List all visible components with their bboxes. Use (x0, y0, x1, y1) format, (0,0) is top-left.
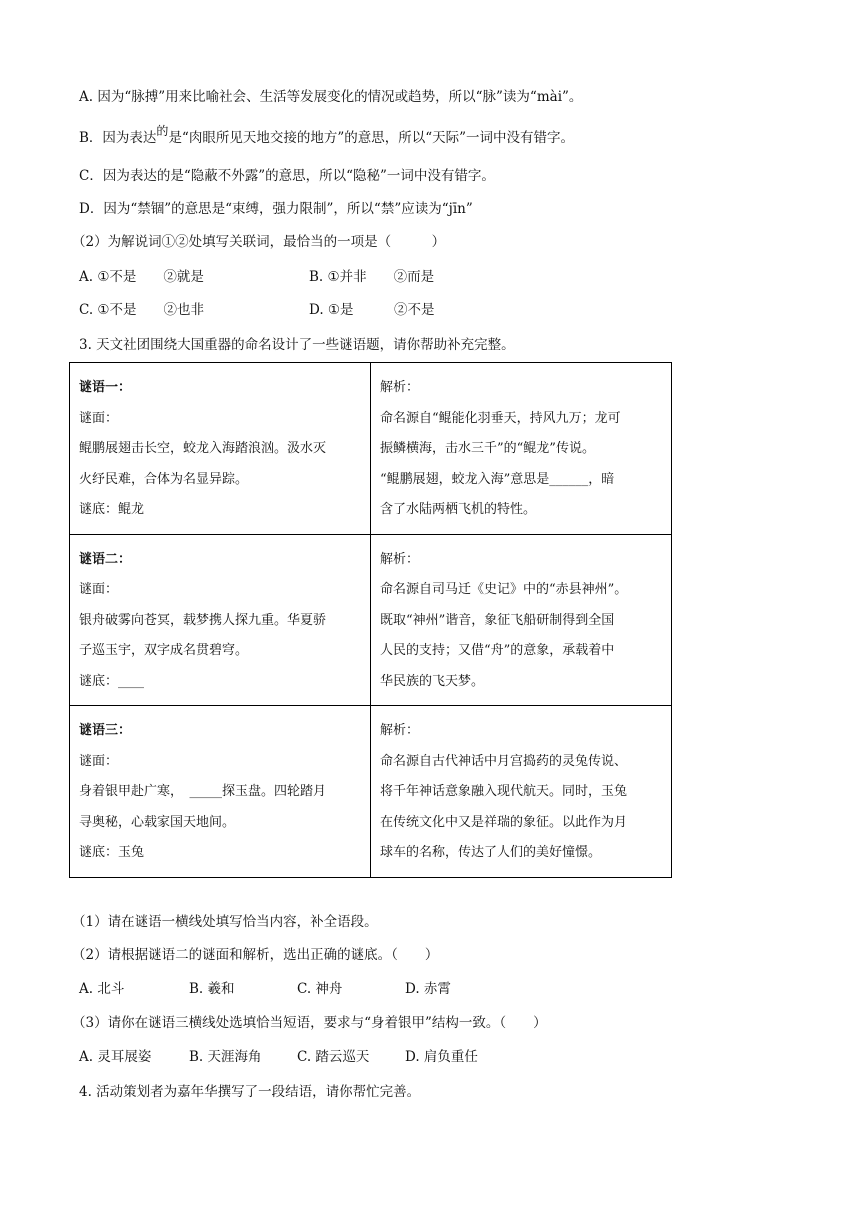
option-c-explanation: C．因为表达的是“隐蔽不外露”的意思，所以“隐秘”一词中没有错字。 (79, 168, 495, 184)
sub2-option-a: A. 北斗 (79, 981, 125, 997)
riddle-2-answer: 谜底：____ (79, 673, 145, 689)
sub2-option-c: C. 神舟 (297, 981, 343, 997)
riddle-row-2 (70, 534, 672, 706)
riddle-2-face-label: 谜面： (79, 582, 119, 597)
option-d-explanation: D．因为“禁锢”的意思是“束缚，强力限制”，所以“禁”应读为“jīn” (79, 201, 473, 217)
option-b-explanation (79, 124, 575, 148)
riddle-2-face-line2: 子巡玉宇，双字成名贯碧穹。 (79, 643, 249, 658)
question-3-title: 3. 天文社团围绕大国重器的命名设计了一些谜语题，请你帮助补充完整。 (79, 337, 515, 353)
option-b-post: 是“肉眼所见天地交接的地方”的意思，所以“天际”一词中没有错字。 (168, 130, 575, 146)
sub-question-3: （3）请你在谜语三横线处选填恰当短语，要求与“身着银甲”结构一致。（ ） (72, 1015, 547, 1031)
riddle-3-face-line1: 身着银甲赴广寒， _____探玉盘。四轮踏月 (79, 784, 327, 799)
riddle-1-analysis-line2: 振鳞横海，击水三千”的“鲲龙”传说。 (380, 441, 595, 456)
question-4-title: 4. 活动策划者为嘉年华撰写了一段结语，请你帮忙完善。 (79, 1084, 421, 1100)
riddle-3-analysis-line3: 在传统文化中又是祥瑞的象征。以此作为月 (380, 814, 628, 830)
riddle-1-analysis-line4: 含了水陆两栖飞机的特性。 (380, 502, 537, 517)
riddle-2-analysis-line4: 华民族的飞天梦。 (380, 673, 485, 689)
option-a-explanation: A. 因为“脉搏”用来比喻社会、生活等发展变化的情况或趋势，所以“脉”读为“mài”。 (79, 89, 583, 105)
riddle-1-face-line2: 火纾民难，合体为名显异踪。 (79, 471, 249, 487)
option-b-pre: B．因为表达 (79, 130, 157, 146)
riddle-3-analysis-line1: 命名源自古代神话中月宫捣药的灵兔传说、 (380, 753, 628, 769)
riddle-3-face-label: 谜面： (79, 753, 119, 769)
riddle-2-analysis-line2: 既取“神州”谐音，象征飞船研制得到全国 (380, 612, 615, 628)
riddle-1-analysis-line3: “鲲鹏展翅，蛟龙入海”意思是______，暗 (380, 471, 615, 487)
riddle-2-face-cell (70, 534, 371, 706)
riddle-3-analysis-label: 解析： (380, 723, 420, 738)
riddle-1-face-line1: 鲲鹏展翅击长空，蛟龙入海踏浪汹。汲水灭 (79, 441, 327, 456)
riddle-3-answer: 谜底：玉兔 (79, 845, 145, 860)
sub3-option-c: C. 踏云巡天 (297, 1049, 370, 1065)
q2-option-c: C. ①不是 ②也非 (79, 302, 205, 318)
riddle-2-analysis-line3: 人民的支持；又借“舟”的意象，承载着中 (380, 643, 615, 658)
sub-question-2: （2）请根据谜语二的谜面和解析，选出正确的谜底。（ ） (72, 947, 439, 963)
riddle-2-analysis-cell (371, 534, 672, 706)
riddle-3-analysis-line4: 球车的名称，传达了人们的美好憧憬。 (380, 845, 602, 860)
q2-option-b: B. ①并非 ②而是 (309, 269, 435, 285)
riddle-1-heading: 谜语一： (79, 380, 132, 395)
riddle-1-analysis-cell (371, 363, 672, 535)
riddle-3-face-line2: 寻奥秘，心载家国天地间。 (79, 814, 236, 830)
riddle-2-analysis-line1: 命名源自司马迁《史记》中的“赤县神州”。 (380, 582, 628, 597)
riddle-2-heading: 谜语二： (79, 551, 132, 567)
riddle-row-3 (70, 706, 672, 878)
riddle-table (69, 362, 672, 878)
question-2-prompt: （2）为解说词①②处填写关联词，最恰当的一项是（ ） (72, 234, 446, 250)
riddle-1-face-label: 谜面： (79, 410, 119, 426)
sub2-option-d: D. 赤霄 (405, 981, 451, 997)
riddle-1-analysis-line1: 命名源自“鲲能化羽垂天，持风九万；龙可 (380, 410, 621, 426)
sub-question-1: （1）请在谜语一横线处填写恰当内容，补全语段。 (72, 914, 378, 930)
option-b-superscript: 的 (156, 124, 169, 138)
sub3-option-a: A. 灵耳展姿 (79, 1049, 152, 1065)
riddle-3-analysis-line2: 将千年神话意象融入现代航天。同时，玉兔 (380, 784, 628, 799)
riddle-3-face-cell (70, 706, 371, 878)
sub3-option-d: D. 肩负重任 (405, 1049, 478, 1065)
q2-option-a: A. ①不是 ②就是 (79, 269, 204, 285)
riddle-1-answer: 谜底：鲲龙 (79, 502, 145, 517)
sub3-option-b: B. 天涯海角 (189, 1049, 262, 1065)
riddle-row-1 (70, 363, 672, 535)
q2-option-d: D. ①是 ②不是 (309, 302, 435, 318)
riddle-1-face-cell (70, 363, 371, 535)
riddle-2-analysis-label: 解析： (380, 551, 420, 567)
sub2-option-b: B. 羲和 (189, 981, 235, 997)
riddle-2-face-line1: 银舟破雾向苍冥，载梦携人探九重。华夏骄 (79, 612, 327, 628)
riddle-3-analysis-cell (371, 706, 672, 878)
riddle-3-heading: 谜语三： (79, 723, 132, 738)
riddle-1-analysis-label: 解析： (380, 380, 420, 395)
